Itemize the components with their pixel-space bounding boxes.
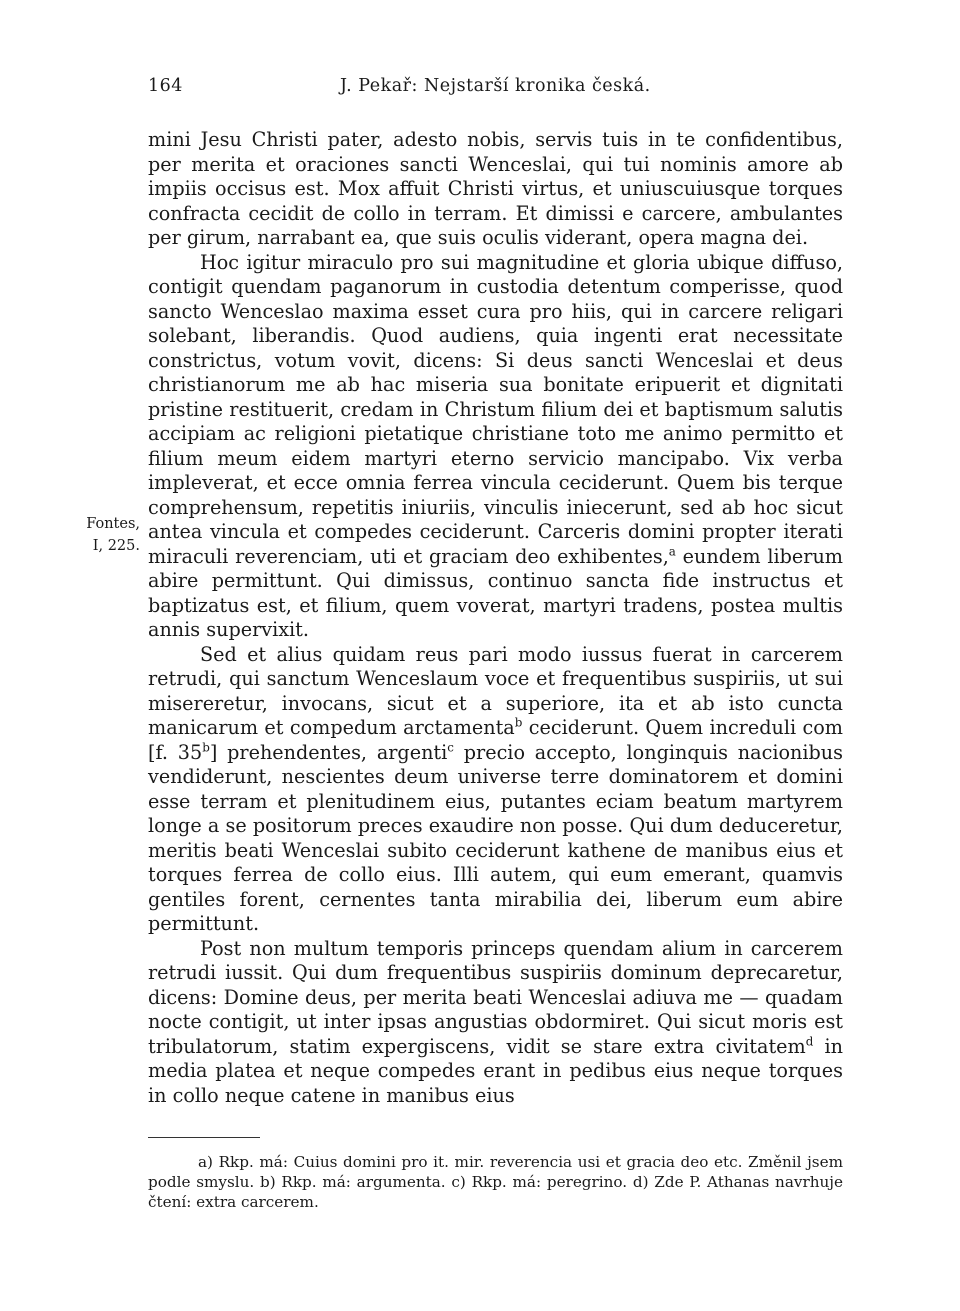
paragraph-2-text-a: Hoc igitur miraculo pro sui magnitudine et gloria ubique diffuso, contigit quendam paganorum in custodia detentum comperisse, quod sancto Wenceslao maxima esset cura pro hiis, qui in carcere religari solebant, liberandis. Quod audiens, quia ingenti erat necessitate constrictus, votum vovit, dicens: Si deus sancti Wenceslai et deus christianorum me ab hac miseria sua bonitate eripuerit et dignitati pristine restituerit, credam in Christum filium dei et baptismum salutis accipiam ac religioni pietatique christiane toto me animo permitto et filium meum eidem martyri eterno servicio mancipabo. Vix verba impleverat, et ecce omnia ferrea vincula ceciderunt. Quem bis terque comprehensum, repetitis iniuriis, vinculis iniecerunt, sed ab hoc sicut antea vincula et compedes ceciderunt. Carceris domini propter iterati miraculi reverenciam, uti et graciam deo exhibentes,	[148, 250, 843, 568]
paragraph-3-text-b: ceciderunt. Quem increduli com [f. 35	[148, 716, 843, 764]
paragraph-3-text-a: Sed et alius quidam reus pari modo iussus fuerat in carcerem retrudi, qui sanctum Wenceslaum voce et frequentibus suspiriis, ut sui misereretur, invocans, sicut et a superiore, ita et ab isto cuncta manicarum et compedum arctamenta	[148, 642, 843, 739]
footnote-marker-b: b	[514, 715, 523, 730]
paragraph-1: mini Jesu Christi pater, adesto nobis, servis tuis in te confidentibus, per merita et oraciones sancti Wenceslai, qui tui nominis amore ab impiis occisus est. Mox affuit Christi virtus, et uniuscuiusque torques confracta cecidit de collo in terram. Et dimissi e carcere, ambulantes per girum, narrabant ea, que suis oculis viderant, opera magna dei.	[148, 128, 843, 249]
paragraph-4	[148, 937, 843, 1109]
footnotes	[148, 1152, 843, 1212]
paragraph-4-text-a: Post non multum temporis princeps quendam alium in carcerem retrudi iussit. Qui dum frequentibus suspiriis dominum deprecaretur, dicens: Domine deus, per merita beati Wenceslai adiuva me — quadam nocte contigit, ut inter ipsas angustias obdormiret. Qui sicut moris est tribulatorum, statim expergiscens, vidit se stare extra civitatem	[148, 936, 843, 1058]
paragraph-3-text-c: ] prehendentes, argenti	[209, 740, 448, 764]
paragraph-2	[148, 251, 843, 643]
footnote-marker-a: a	[668, 544, 676, 559]
footnote-marker-c: c	[447, 740, 454, 755]
footnote-text: a) Rkp. má: Cuius domini pro it. mir. reverencia usi et gracia deo etc. Změnil jsem podle smyslu. b) Rkp. má: argumenta. c) Rkp. má: peregrino. d) Zde P. Athanas navrhuje čtení: extra carcerem.	[148, 1153, 843, 1211]
paragraph-3	[148, 643, 843, 937]
folio-marker: b	[202, 740, 210, 755]
main-text	[148, 128, 843, 1108]
footnote-divider	[148, 1137, 260, 1138]
running-title: J. Pekař: Nejstarší kronika česká.	[340, 76, 651, 96]
margin-reference-line-1: Fontes,	[86, 516, 140, 532]
paragraph-2-text-b: eundem liberum abire permittunt. Qui dimissus, continuo sancta fide instructus et baptizatus est, et filium, quem voverat, martyri tradens, postea multis annis supervixit.	[148, 544, 843, 641]
margin-reference-line-2: I, 225.	[92, 538, 140, 554]
footnote-marker-d: d	[805, 1034, 814, 1049]
paragraph-3-text-d: precio accepto, longinquis nacionibus vendiderunt, nescientes deum universe terre dominatorem et domini esse terram et plenitudinem eius, putantes eciam beatum martyrem longe a se positorum preces exaudire non posse. Qui dum deduceretur, meritis beati Wenceslai subito ceciderunt kathene de manibus eius et torques ferrea de collo eius. Illi autem, qui eum emerant, quamvis gentiles forent, cernentes tanta mirabilia dei, liberum eum abire permittunt.	[148, 740, 843, 935]
running-header	[148, 76, 843, 100]
page-number: 164	[148, 76, 183, 96]
paragraph-4-text-b: in media platea et neque compedes erant in pedibus eius neque torques in collo neque catene in manibus eius	[148, 1034, 844, 1107]
margin-reference	[64, 513, 140, 557]
